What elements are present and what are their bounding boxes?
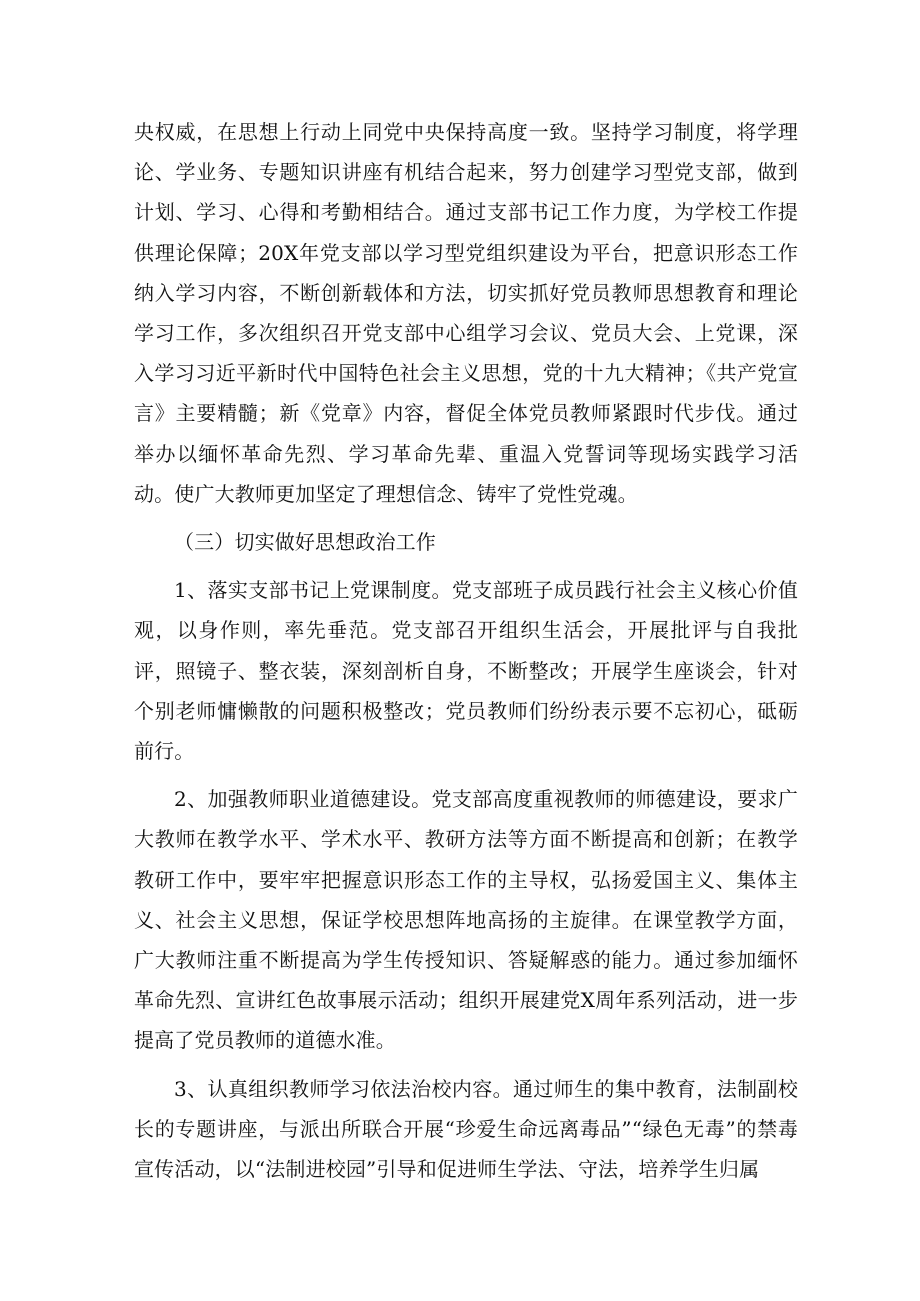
section-heading-ideological-work: （三）切实做好思想政治工作 — [174, 530, 436, 555]
document-body — [134, 112, 798, 1189]
paragraph-teacher-ethics: 2、加强教师职业道德建设。党支部高度重视教师的师德建设，要求广大教师在教学水平、学术水平、教研方法等方面不断提高和创新；在教学教研工作中，要牢牢把握意识形态工作的主导权，弘扬爱国主义、集体主义、社会主义思想，保证学校思想阵地高扬的主旋律。在课堂教学方面，广大教师注重不断提高为学生传授知识、答疑解惑的能力。通过参加缅怀革命先烈、宣讲红色故事展示活动；组织开展建党X周年系列活动，进一步提高了党员教师的道德水准。 — [134, 787, 798, 1053]
paragraph-party-lesson-system: 1、落实支部书记上党课制度。党支部班子成员践行社会主义核心价值观，以身作则，率先垂范。党支部召开组织生活会，开展批评与自我批评，照镜子、整衣装，深刻剖析自身，不断整改；开展学生座谈会，针对个别老师慵懒散的问题积极整改；党员教师们纷纷表示要不忘初心，砥砺前行。 — [134, 578, 798, 764]
paragraph-rule-of-law: 3、认真组织教师学习依法治校内容。通过师生的集中教育，法制副校长的专题讲座，与派出所联合开展“珍爱生命远离毒品”“绿色无毒”的禁毒宣传活动，以“法制进校园”引导和促进师生学法、守法，培养学生归属 — [134, 1076, 798, 1182]
paragraph-study-system: 央权威，在思想上行动上同党中央保持高度一致。坚持学习制度，将学理论、学业务、专题知识讲座有机结合起来，努力创建学习型党支部，做到计划、学习、心得和考勤相结合。通过支部书记工作力度，为学校工作提供理论保障；20X年党支部以学习型党组织建设为平台，把意识形态工作纳入学习内容，不断创新载体和方法，切实抓好党员教师思想教育和理论学习工作，多次组织召开党支部中心组学习会议、党员大会、上党课，深入学习习近平新时代中国特色社会主义思想，党的十九大精神；《共产党宣言》主要精髓；新《党章》内容，督促全体党员教师紧跟时代步伐。通过举办以缅怀革命先烈、学习革命先辈、重温入党誓词等现场实践学习活动。使广大教师更加坚定了理想信念、铸牢了党性党魂。 — [134, 120, 798, 506]
